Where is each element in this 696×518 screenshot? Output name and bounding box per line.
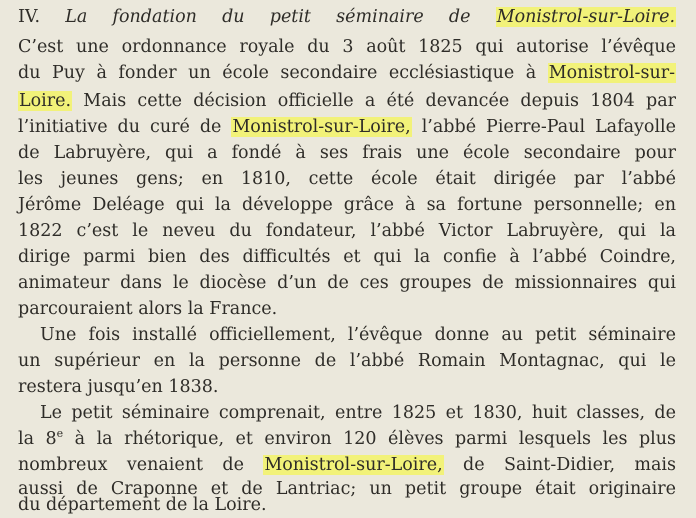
- superscript-text: e: [56, 427, 64, 441]
- text-line: [18, 270, 676, 296]
- text-segment: l’initiative du curé de: [18, 117, 232, 137]
- text-segment: nombreux venaient de: [18, 455, 264, 475]
- text-segment: l’abbé Pierre-Paul Lafayolle: [411, 117, 677, 137]
- text-segment: les jeunes gens; en 1810, cette école était dirigée par l’abbé: [18, 169, 676, 189]
- text-line: [18, 374, 218, 400]
- text-line: [18, 140, 676, 166]
- text-segment: aussi de Craponne et de Lantriac; un petit groupe était originaire: [18, 479, 676, 499]
- text-line: [18, 296, 277, 322]
- highlighted-term: Loire.: [19, 91, 72, 111]
- section-number: IV.: [18, 7, 66, 27]
- text-segment: 1822 c’est le neveu du fondateur, l’abbé Victor Labruyère, qui la: [18, 221, 676, 241]
- text-line: [18, 348, 676, 374]
- highlighted-term: Monistrol-sur-Loire.: [496, 7, 676, 27]
- text-line: [18, 218, 676, 244]
- text-line: [18, 88, 676, 114]
- highlighted-term: Monistrol-sur-: [548, 63, 675, 83]
- text-segment: un supérieur en la personne de l’abbé Romain Montagnac, qui le: [18, 351, 676, 371]
- text-segment: de Saint-Didier, mais: [443, 455, 676, 475]
- text-segment: restera jusqu’en 1838.: [18, 377, 219, 397]
- text-segment: parcouraient alors la France.: [18, 299, 278, 319]
- text-line: [18, 60, 676, 86]
- text-segment: animateur dans le diocèse d’un de ces groupes de missionnaires qui: [18, 273, 676, 293]
- highlighted-term: Monistrol-sur-Loire,: [232, 117, 411, 137]
- text-segment: dirige parmi bien des difficultés et qui la confie à l’abbé Coindre,: [18, 247, 676, 267]
- text-line: [18, 492, 267, 518]
- text-segment: la 8: [18, 429, 57, 449]
- text-segment: de Labruyère, qui a fondé à ses frais une école secondaire pour: [18, 143, 676, 163]
- text-segment: Le petit séminaire comprenait, entre 1825 et 1830, huit classes, de: [40, 403, 676, 423]
- text-segment: du Puy à fonder un école secondaire ecclésiastique à: [18, 63, 548, 83]
- text-line: [18, 34, 676, 60]
- text-line: [18, 4, 676, 30]
- text-line: [40, 400, 676, 426]
- text-line: [18, 244, 676, 270]
- text-segment: Une fois installé officiellement, l’évêque donne au petit séminaire: [40, 325, 676, 345]
- text-segment: C’est une ordonnance royale du 3 août 1825 qui autorise l’évêque: [18, 37, 676, 57]
- text-line: [18, 426, 676, 452]
- text-line: [18, 114, 676, 140]
- highlighted-term: Monistrol-sur-Loire,: [264, 455, 443, 475]
- text-segment: du département de la Loire.: [18, 495, 267, 515]
- text-line: [18, 452, 676, 478]
- text-segment: Jérôme Deléage qui la développe grâce à sa fortune personnelle; en: [18, 195, 676, 215]
- text-line: [18, 192, 676, 218]
- text-segment: à la rhétorique, et environ 120 élèves parmi lesquels les plus: [63, 429, 676, 449]
- text-line: [18, 166, 676, 192]
- text-segment: Mais cette décision officielle a été devancée depuis 1804 par: [72, 91, 676, 111]
- section-title: La fondation du petit séminaire de: [65, 7, 496, 27]
- text-line: [40, 322, 676, 348]
